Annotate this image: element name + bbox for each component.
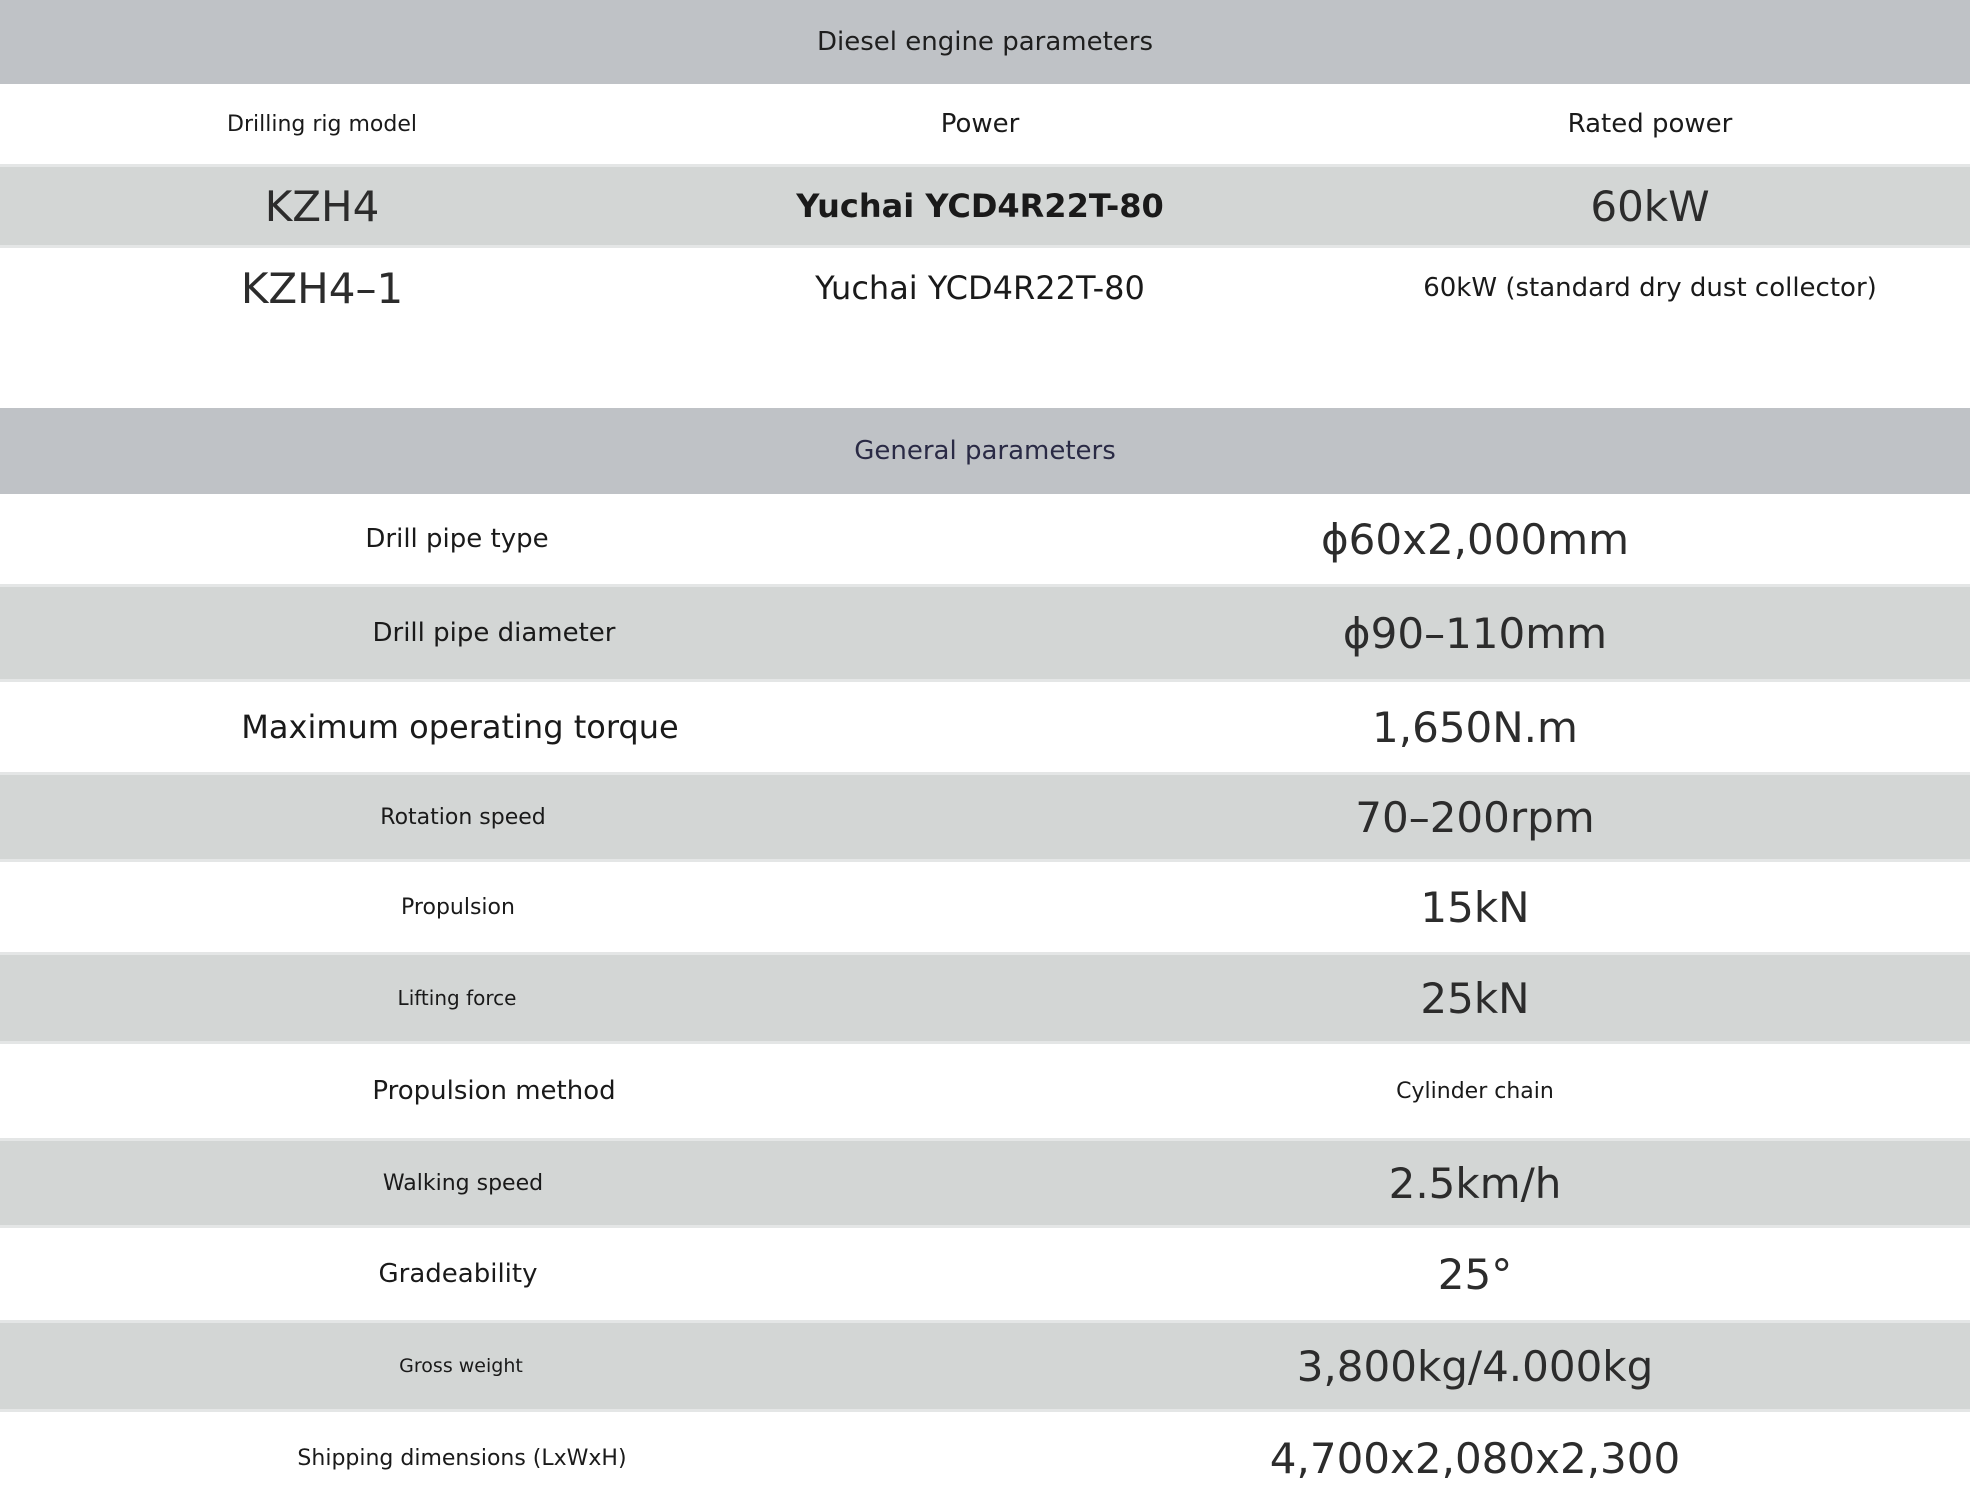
param-label: Rotation speed: [380, 804, 546, 830]
general-section-header: [0, 408, 1970, 494]
diesel-section-header: [0, 0, 1970, 84]
param-label: Drill pipe type: [365, 524, 549, 554]
param-value: Cylinder chain: [1396, 1078, 1554, 1104]
param-row: [0, 1138, 1970, 1228]
param-value: 1,650N.m: [1372, 702, 1578, 752]
param-row: [0, 1412, 1970, 1504]
diesel-row: [0, 164, 1970, 248]
param-row: [0, 952, 1970, 1044]
param-label: Walking speed: [382, 1170, 544, 1196]
param-row: [0, 772, 1970, 862]
power-cell: Yuchai YCD4R22T-80: [815, 269, 1145, 307]
param-row: [0, 1044, 1970, 1138]
param-row: [0, 584, 1970, 682]
param-value: 3,800kg/4.000kg: [1296, 1341, 1654, 1391]
diesel-header-row: [0, 84, 1970, 164]
param-value: 2.5km/h: [1388, 1158, 1562, 1208]
param-label: Lifting force: [397, 986, 517, 1010]
diesel-section-title: Diesel engine parameters: [816, 27, 1154, 57]
power-cell: Yuchai YCD4R22T-80: [796, 187, 1164, 225]
param-value: 25kN: [1420, 973, 1530, 1023]
rated-power-cell: 60kW (standard dry dust collector): [1423, 273, 1877, 303]
rated-power-cell: 60kW: [1590, 181, 1710, 231]
model-cell: KZH4: [264, 181, 380, 231]
param-label: Gradeability: [378, 1259, 538, 1289]
param-label: Shipping dimensions (LxWxH): [297, 1445, 627, 1471]
param-value: ϕ60x2,000mm: [1320, 514, 1630, 564]
general-section-title: General parameters: [854, 436, 1116, 466]
param-label: Drill pipe diameter: [372, 618, 616, 648]
param-value: 25°: [1437, 1249, 1513, 1299]
param-value: ϕ90–110mm: [1342, 608, 1608, 658]
param-value: 4,700x2,080x2,300: [1269, 1433, 1681, 1483]
param-row: [0, 1228, 1970, 1320]
param-row: [0, 862, 1970, 952]
param-value: 70–200rpm: [1355, 792, 1595, 842]
param-row: [0, 1320, 1970, 1412]
model-cell: KZH4–1: [240, 263, 404, 313]
param-label: Propulsion: [401, 894, 515, 920]
param-label: Gross weight: [399, 1355, 523, 1377]
header-model: Drilling rig model: [227, 111, 417, 137]
param-row: [0, 494, 1970, 584]
param-label: Propulsion method: [372, 1076, 616, 1106]
diesel-row: [0, 248, 1970, 328]
param-label: Maximum operating torque: [241, 708, 679, 746]
header-rated-power: Rated power: [1567, 109, 1733, 139]
header-power: Power: [940, 109, 1020, 139]
param-value: 15kN: [1420, 882, 1530, 932]
param-row: [0, 682, 1970, 772]
